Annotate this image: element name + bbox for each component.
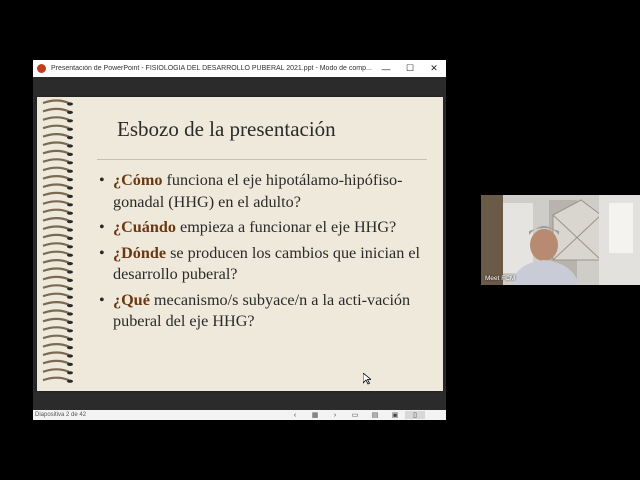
next-slide-icon[interactable]: › [333,411,337,419]
spiral-hole [67,270,73,273]
spiral-ring [43,260,69,263]
spiral-hole [67,287,73,290]
spiral-hole [67,195,73,198]
bullet-item: • ¿Cuándo empieza a funcionar el eje HHG? [99,218,397,236]
spiral-ring [43,327,69,330]
bullet-item: • ¿Qué mecanismo/s subyace/n a la acti-vación puberal del eje HHG? [99,290,411,330]
spiral-hole [67,312,73,315]
title-divider [97,159,427,160]
spiral-ring [43,319,69,322]
slide-counter: Diapositiva 2 de 42 [35,412,87,418]
spiral-ring [43,294,69,297]
spiral-ring [43,193,69,196]
spiral-ring [43,378,69,381]
bullet-text: funciona el eje hipotálamo-hipófiso-gonadal (HHG) en el adulto? [113,171,403,211]
spiral-hole [67,279,73,282]
spiral-hole [67,304,73,307]
spiral-ring [43,134,69,137]
bullet-list [97,170,437,337]
mouse-cursor-icon [363,373,371,385]
bullet-keyword: ¿Cuándo [113,218,176,236]
spiral-hole [67,119,73,122]
spiral-ring [43,353,69,356]
spiral-ring [43,285,69,288]
spiral-ring [43,344,69,347]
spiral-ring [43,218,69,221]
spiral-hole [67,153,73,156]
bullet-text: mecanismo/s subyace/n a la acti-vación puberal del eje HHG? [113,290,411,330]
spiral-ring [43,269,69,272]
spiral-ring [43,336,69,339]
spiral-hole [67,144,73,147]
spiral-ring [43,117,69,120]
spiral-hole [67,346,73,349]
bullet-item: • ¿Cómo funciona el eje hipotálamo-hipófiso-gonadal (HHG) en el adulto? [99,171,403,211]
spiral-hole [67,128,73,131]
maximize-button[interactable]: ☐ [405,63,415,73]
spiral-hole [67,237,73,240]
spiral-hole [67,136,73,139]
close-button[interactable]: ✕ [430,63,438,73]
spiral-hole [67,228,73,231]
spiral-hole [67,254,73,257]
participant-video-tile[interactable] [481,195,640,285]
spiral-hole [67,329,73,332]
spiral-hole [67,363,73,366]
spiral-hole [67,170,73,173]
spiral-ring [43,302,69,305]
spiral-ring [43,101,69,104]
slide-canvas [33,77,446,410]
bullet-item: • ¿Dónde se producen los cambios que inician el desarrollo puberal? [99,243,421,283]
powerpoint-icon [37,64,46,73]
spiral-ring [43,311,69,314]
normal-view-icon[interactable]: ▭ [351,412,359,419]
spiral-ring [43,227,69,230]
spiral-ring [43,361,69,364]
spiral-hole [67,354,73,357]
bullet-keyword: ¿Dónde [113,243,167,262]
reading-view-icon[interactable]: ▣ [391,412,399,419]
spiral-ring [43,159,69,162]
shared-powerpoint-window [33,60,446,420]
spiral-ring [43,176,69,179]
slideshow-statusbar [33,410,446,420]
slide-sorter-icon[interactable]: ▤ [371,412,379,419]
bullet-keyword: ¿Cómo [113,171,163,189]
slide [37,97,443,391]
spiral-hole [67,220,73,223]
spiral-hole [67,102,73,105]
spiral-ring [43,369,69,372]
spiral-hole [67,338,73,341]
spiral-ring [43,201,69,204]
window-titlebar[interactable] [33,60,446,77]
spiral-ring [43,185,69,188]
spiral-hole [67,321,73,324]
spiral-hole [67,203,73,206]
spiral-hole [67,380,73,383]
participant-name: Meet FCM [485,275,516,282]
slide-menu-icon[interactable]: ▦ [311,412,319,419]
spiral-ring [43,252,69,255]
spiral-hole [67,186,73,189]
participant-video-image [481,195,640,285]
spiral-ring [43,143,69,146]
spiral-ring [43,243,69,246]
bullet-text: se producen los cambios que inician el desarrollo puberal? [113,243,421,283]
spiral-hole [67,262,73,265]
spiral-ring [43,235,69,238]
spiral-ring [43,210,69,213]
spiral-hole [67,111,73,114]
bullet-keyword: ¿Qué [113,290,150,309]
spiral-hole [67,178,73,181]
window-title: Presentación de PowerPoint - FISIOLOGIA DEL DESARROLLO PUBERAL 2021.ppt - Modo de comp... [51,65,372,72]
spiral-ring [43,109,69,112]
spiral-hole [67,371,73,374]
spiral-ring [43,151,69,154]
slideshow-view-icon[interactable]: ▯ [405,411,425,419]
spiral-hole [67,245,73,248]
minimize-button[interactable]: — [381,63,391,74]
spiral-hole [67,296,73,299]
slide-title: Esbozo de la presentación [117,117,336,141]
spiral-ring [43,168,69,171]
spiral-hole [67,212,73,215]
bullet-text: empieza a funcionar el eje HHG? [175,218,397,236]
previous-slide-icon[interactable]: ‹ [293,411,297,419]
spiral-binding-decoration [37,97,77,391]
spiral-ring [43,126,69,129]
spiral-hole [67,161,73,164]
spiral-ring [43,277,69,280]
